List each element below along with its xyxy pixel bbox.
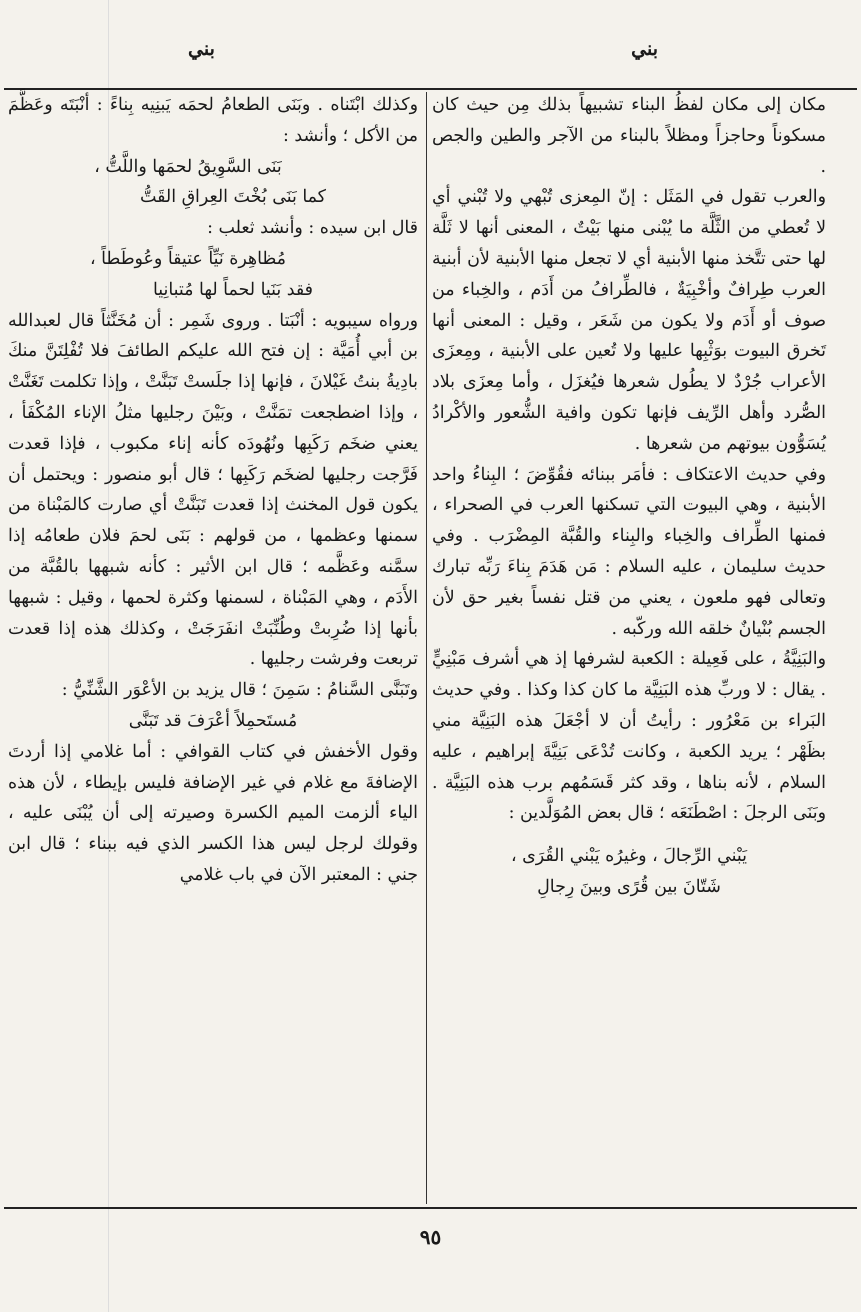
running-head-left: بني [188, 38, 215, 60]
paragraph: والبَنِيَّةُ ، على فَعِيلة : الكعبة لشرفها إذ هي أشرف مَبْنِيٍّ . يقال : لا وربِّ هذه البَنِيَّة ما كان كذا وكذا . وفي حديث البَراء بن مَعْرُور : رأيتُ أن لا أجْعَلَ هذه البَنِيَّة مني بظَهْر ؛ يريد الكعبة ، وكانت تُدْعَى بَنِيَّةَ إبراهيم ، عليه السلام ، لأنه بناها ، وقد كثر قَسَمُهم برب هذه البَنِيَّة . وبَنَى الرجلَ : اصْطَنَعَه ؛ قال بعض المُوَلَّدين : [432, 649, 826, 824]
left-column [8, 90, 418, 891]
paragraph: وفي حديث الاعتكاف : فأمَر ببنائه فقُوِّضَ ؛ البِناءُ واحد الأبنية ، وهي البيوت التي تسكنها العرب في الصحراء ، فمنها الطِّراف والخِباء والبِناء والقُبَّة المِضْرَب . وفي حديث سليمان ، عليه السلام : مَن هَدَمَ بِناءَ رَبِّه تبارك وتعالى فهو ملعون ، يعني من قتل نفساً بغير حق لأن الجسم بُنْيانٌ خلقه الله وركّبه . [432, 464, 826, 639]
paragraph: وقول الأخفش في كتاب القوافي : أما غلامي إذا أردتَ الإضافةَ مع غلام في غير الإضافة فليس بإيطاء ، لأن هذه الياء ألزمت الميم الكسرة وصيرته إلى أن يُبْنَى عليه ، وقولك لرجل ليس هذا الكسر الذي فيه ببناء ؛ قال ابن جني : المعتبر الآن في باب غلامي [8, 741, 418, 885]
right-column [432, 90, 826, 903]
paragraph: والعرب تقول في المَثَل : إنّ المِعزى تُبْهي ولا تُبْني أي لا تُعطي من الثَّلَّة ما يُبْنى منها بَيْتٌ ، المعنى أنها لا ثَلَّة لها حتى تتَّخذ منها الأبنية أي لا تجعل منها الأبنية لأن أبنية العرب طِرافٌ وأخْبِيَةٌ ، فالطِّرافُ من أَدَم ، والخِباء من صوف أو أَدَم ولا يكون من شَعَر ، وقيل : المعنى أنها تَخرق البيوت بوَثْبِها عليها ولا تُعين على الأبنية ، ومِعزَى الأعراب جُرْدٌ لا يطُول شعرها فيُغزَل ، وأما مِعزَى بلاد الصُّرد وأهل الرِّيف فإنها تكون وافية الشُّعور والأكْرادُ يُسَوُّون بيوتهم من شعرها . [432, 187, 826, 454]
paragraph: مكان إلى مكان لفظُ البناء تشبيهاً بذلك مِن حيث كان مسكوناً وحاجزاً ومظلاً بالبناء من الآجر والطين والجص . [432, 95, 826, 177]
paragraph: قال ابن سيده : وأنشد ثعلب : [207, 218, 418, 239]
verse-line: كما بَنَى بُخْتَ العِراقِ القَتُّ [140, 187, 326, 208]
running-head-right: بني [631, 38, 658, 60]
verse-line: يَبْني الرِّجالَ ، وغيرُه يَبْني القُرَى ، [510, 846, 748, 867]
page-number: ٩٥ [419, 1225, 442, 1249]
verse-line: فقد بَنَيا لحماً لها مُتبانِيا [153, 279, 313, 300]
footer-rule [4, 1207, 857, 1209]
verse-line: شَتّانَ بين قُرًى وبينَ رِجالِ [537, 876, 721, 897]
column-divider [426, 92, 427, 1204]
verse-line: بَنَى السَّوِيقُ لحمَها واللَّتُّ ، [94, 156, 282, 177]
paragraph: ورواه سيبويه : أنْبَتا . وروى شَمِر : أن مُخَنَّثاً قال لعبدالله بن أبي أُمَيَّة : إن فتح الله عليكم الطائفَ فلا تُفْلِتَنَّ منكَ بادِيةُ بنتُ غَيْلانَ ، فإنها إذا جلَستْ تَبَنَّتْ ، وإذا تكلمت تَغَنَّتْ ، وإذا اضطجعت تمَنَّتْ ، وبَيْنَ رجليها مثلُ الإناء المُكْفَأ ، يعني ضخَم رَكَبِها ونُهُودَه كأنه إناء مكبوب ، فإذا قعدت فَرَّجت رجليها لضخَم رَكَبِها ؛ قال أبو منصور : ويحتمل أن يكون قول المخنث إذا قعدت تَبَنَّتْ أي صارت كالمَبْناة من سمنها وعظمها ، من قولهم : بَنَى لحمَ فلان طعامُه إذا سمَّنه وعَظَّمه ؛ قال ابن الأثير : كأنه شبهها بالقُبَّة من الأَدَم ، وهي المَبْناة ، لسمنها وكثرة لحمها ، وقيل : شبهها بأنها إذا ضُرِبتْ وطُنِّبَتْ انفَرَجَتْ ، وكذلك هذه إذا قعدت تربعت وفرشت رجليها . [8, 310, 418, 670]
paragraph: وكذلك ابْتَناه . وبَنَى الطعامُ لحمَه يَبنِيه بِناءً : أنْبَتَه وعَظَّمَ من الأكل ؛ وأنشد : [8, 95, 418, 146]
verse-line: مُستَحمِلاً أعْرَفَ قد تَبَنَّى [128, 710, 298, 731]
paragraph: وتَبَنَّى السَّنامُ : سَمِنَ ؛ قال يزيد بن الأعْوَر الشَّنِّيُّ : [61, 680, 418, 701]
verse-line: مُظاهِرة نَيِّاً عتيقاً وعُوطَطاً ، [89, 248, 286, 269]
